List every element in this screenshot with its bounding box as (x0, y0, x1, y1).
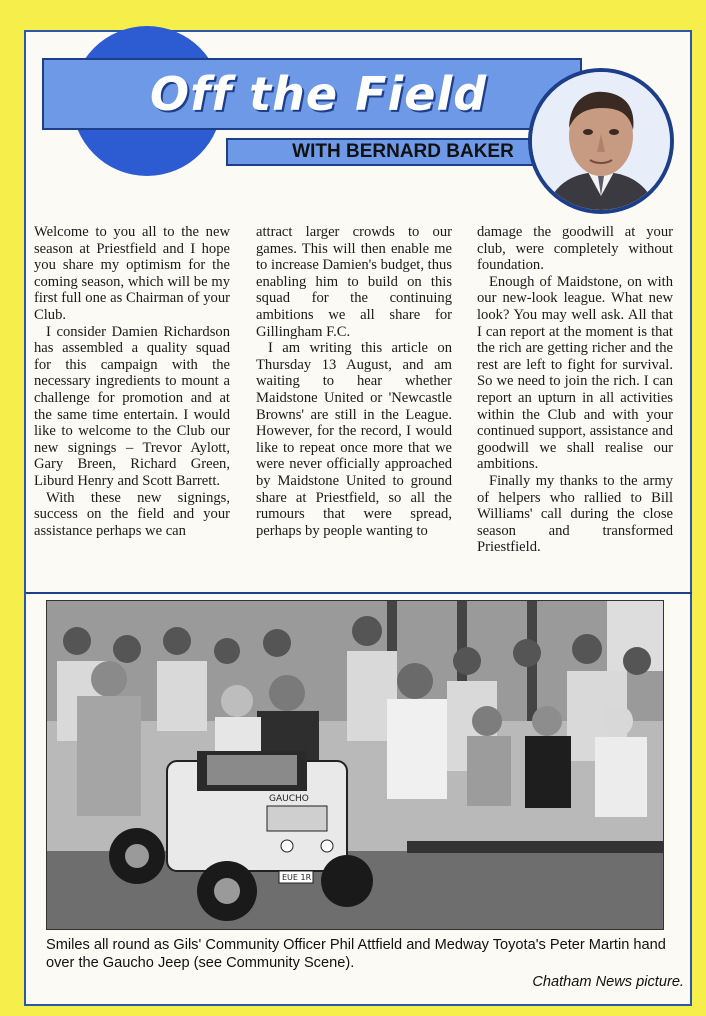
paragraph: With these new signings, success on the field and your assistance perhaps we can (34, 489, 230, 539)
photo-image (47, 601, 664, 930)
paragraph: I consider Damien Richardson has assembled a quality squad for this campaign with the necessary ingredients to mount a challenge for promotion and at the same time entertain. I would like to welcome to the Club our new signings – Trevor Aylott, Gary Breen, Richard Green, Liburd Henry and Scott Barrett. (34, 323, 230, 489)
article-body (34, 224, 674, 584)
article-column-3 (477, 224, 673, 556)
paragraph: attract larger crowds to our games. This will then enable me to increase Damien's budget, thus enabling him to build on this squad for the continuing ambitions we all share for Gillingham F.C. (256, 224, 452, 340)
portrait-image (532, 72, 670, 210)
byline: WITH BERNARD BAKER (226, 138, 580, 166)
article-column-2 (256, 224, 452, 539)
page-title: Off the Field (150, 67, 488, 121)
paragraph: Welcome to you all to the new season at Priestfield and I hope you share my optimism for the coming season, which will be my first full one as Chairman of your Club. (34, 224, 230, 323)
community-photo (46, 600, 664, 930)
paragraph: I am writing this article on Thursday 13 August, and am waiting to hear whether Maidstone United or 'Newcastle Browns' are still in the League. However, for the record, I would like to repeat once more that we were never officially approached by Maidstone United to ground share at Priestfield, so all the rumours that were spread, perhaps by people wanting to (256, 340, 452, 539)
section-divider (26, 592, 692, 594)
photo-caption: Smiles all round as Gils' Community Officer Phil Attfield and Medway Toyota's Peter Martin hand over the Gaucho Jeep (see Community Scene). (46, 937, 666, 971)
article-column-1 (34, 224, 230, 539)
paragraph: Enough of Maidstone, on with our new-look league. What new look? You may well ask. All that I can report at the moment is that the rich are getting richer and the rest are left to fight for survival. So we need to join the rich. I can report an upturn in all activities within the Club and with your continued support, assistance and goodwill we shall realise our ambitions. (477, 273, 673, 473)
photo-credit: Chatham News picture. (532, 974, 684, 990)
paragraph: Finally my thanks to the army of helpers who rallied to Bill Williams' call during the close season and transformed Priestfield. (477, 472, 673, 556)
jeep-plate: EUE 1R (282, 873, 312, 882)
paragraph: damage the goodwill at your club, were completely without foundation. (477, 224, 673, 274)
author-portrait (528, 68, 674, 214)
jeep-label: GAUCHO (269, 794, 309, 804)
